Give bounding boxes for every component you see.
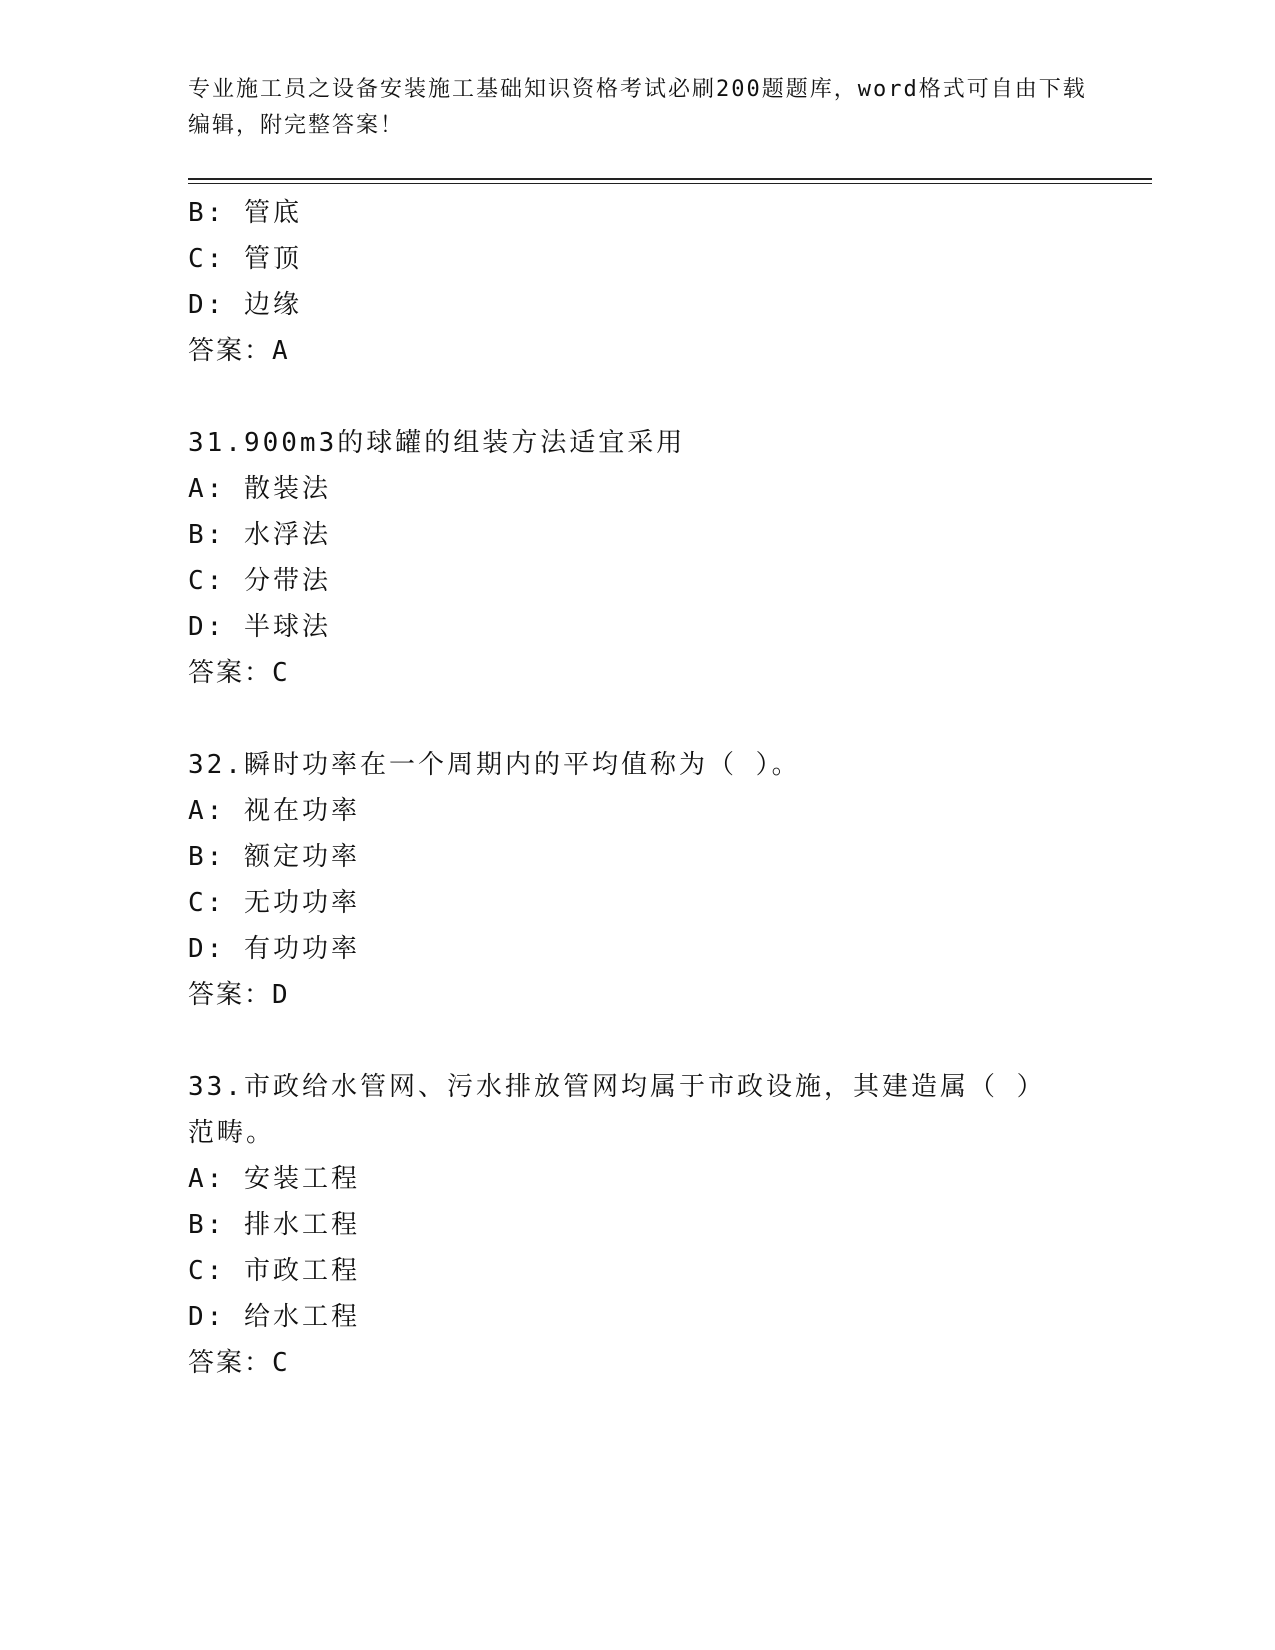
option-d: D: 半球法 <box>188 612 331 642</box>
answer-line: 答案：D <box>188 980 290 1010</box>
option-c: C: 分带法 <box>188 566 331 596</box>
question-block-32 <box>188 742 1088 1018</box>
header-rule-thin <box>188 183 1152 184</box>
option-c: C: 市政工程 <box>188 1256 360 1286</box>
option-d: D: 边缘 <box>188 290 302 320</box>
question-block-31 <box>188 420 1088 696</box>
answer-line: 答案：C <box>188 1348 290 1378</box>
question-text: 33.市政给水管网、污水排放管网均属于市政设施，其建造属（ ）范畴。 <box>188 1072 1046 1148</box>
answer-line: 答案：C <box>188 658 290 688</box>
option-d: D: 给水工程 <box>188 1302 360 1332</box>
question-text: 31.900m3的球罐的组装方法适宜采用 <box>188 428 686 458</box>
option-b: B: 额定功率 <box>188 842 360 872</box>
document-title: 专业施工员之设备安装施工基础知识资格考试必刷200题题库，word格式可自由下载编辑，附完整答案！ <box>188 77 1087 138</box>
document-header <box>188 72 1088 144</box>
spacer <box>188 1018 1088 1064</box>
spacer <box>188 374 1088 420</box>
option-a: A: 散装法 <box>188 474 331 504</box>
question-block-33 <box>188 1064 1088 1386</box>
option-c: C: 无功功率 <box>188 888 360 918</box>
header-rule-thick <box>188 178 1152 180</box>
option-c: C: 管顶 <box>188 244 302 274</box>
question-list <box>188 190 1088 1386</box>
question-text: 32.瞬时功率在一个周期内的平均值称为（ ）。 <box>188 750 801 780</box>
option-d: D: 有功功率 <box>188 934 360 964</box>
option-a: A: 安装工程 <box>188 1164 360 1194</box>
option-b: B: 管底 <box>188 198 302 228</box>
answer-line: 答案：A <box>188 336 290 366</box>
option-b: B: 排水工程 <box>188 1210 360 1240</box>
carryover-block <box>188 190 1088 374</box>
option-a: A: 视在功率 <box>188 796 360 826</box>
option-b: B: 水浮法 <box>188 520 331 550</box>
spacer <box>188 696 1088 742</box>
